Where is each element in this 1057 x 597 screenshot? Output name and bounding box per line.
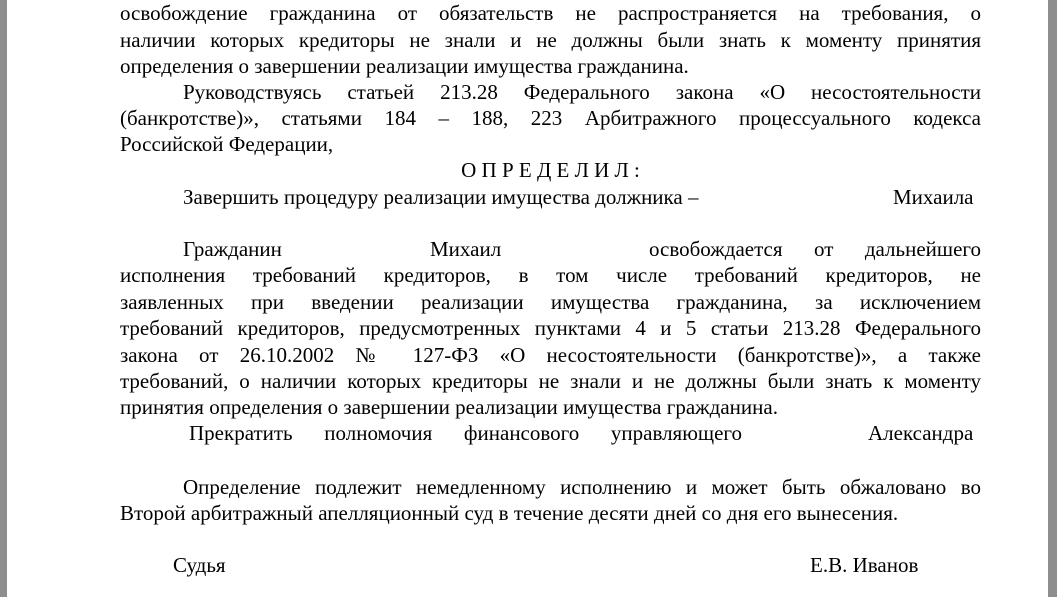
ruling-item-3-name: Александра <box>868 421 974 445</box>
ruling-item-2-word-2: Михаил <box>430 237 502 261</box>
ruling-item-2-line-4: требований кредиторов, предусмотренных пунктами 4 и 5 статьи 213.28 Федерального <box>120 316 981 340</box>
appeal-line-1: Определение подлежит немедленному исполнению и может быть обжаловано во <box>183 475 981 499</box>
ruling-item-2-line-5: закона от 26.10.2002 № 127-ФЗ «О несостоятельности (банкротстве)», а также <box>120 343 981 367</box>
ruling-item-1-text: Завершить процедуру реализации имущества должника – <box>183 185 699 209</box>
legal-basis-line-1: Руководствуясь статьей 213.28 Федерального закона «О несостоятельности <box>183 80 981 104</box>
intro-line-1: освобождение гражданина от обязательств не распространяется на требования, о <box>120 1 981 25</box>
ruling-item-1-name: Михаила <box>893 185 974 209</box>
intro-line-2: наличии которых кредиторы не знали и не должны были знать к моменту принятия <box>120 28 981 52</box>
ruling-item-2-line-6: требований, о наличии которых кредиторы не знали и не должны были знать к моменту <box>120 369 981 393</box>
ruling-item-2-word-3: освобождается от дальнейшего <box>649 237 981 261</box>
right-page-border <box>1048 0 1057 597</box>
ruling-item-2-line-7: принятия определения о завершении реализации имущества гражданина. <box>120 395 778 419</box>
ruling-item-3-text: Прекратить полномочия финансового управляющего <box>189 421 742 445</box>
signature-role: Судья <box>173 553 226 577</box>
intro-line-3: определения о завершении реализации имущества гражданина. <box>120 54 689 78</box>
legal-basis-line-3: Российской Федерации, <box>120 132 334 156</box>
left-page-border <box>0 0 7 597</box>
appeal-line-2: Второй арбитражный апелляционный суд в течение десяти дней со дня его вынесения. <box>120 501 899 525</box>
ruling-item-2-line-2: исполнения требований кредиторов, в том числе требований кредиторов, не <box>120 263 981 287</box>
ruling-heading: О П Р Е Д Е Л И Л : <box>461 158 640 182</box>
signature-name: Е.В. Иванов <box>810 553 919 577</box>
ruling-item-2-word-1: Гражданин <box>183 237 282 261</box>
ruling-item-2-line-3: заявленных при введении реализации имущества гражданина, за исключением <box>120 290 981 314</box>
legal-basis-line-2: (банкротстве)», статьями 184 – 188, 223 Арбитражного процессуального кодекса <box>120 106 981 130</box>
document-page <box>7 0 1048 597</box>
